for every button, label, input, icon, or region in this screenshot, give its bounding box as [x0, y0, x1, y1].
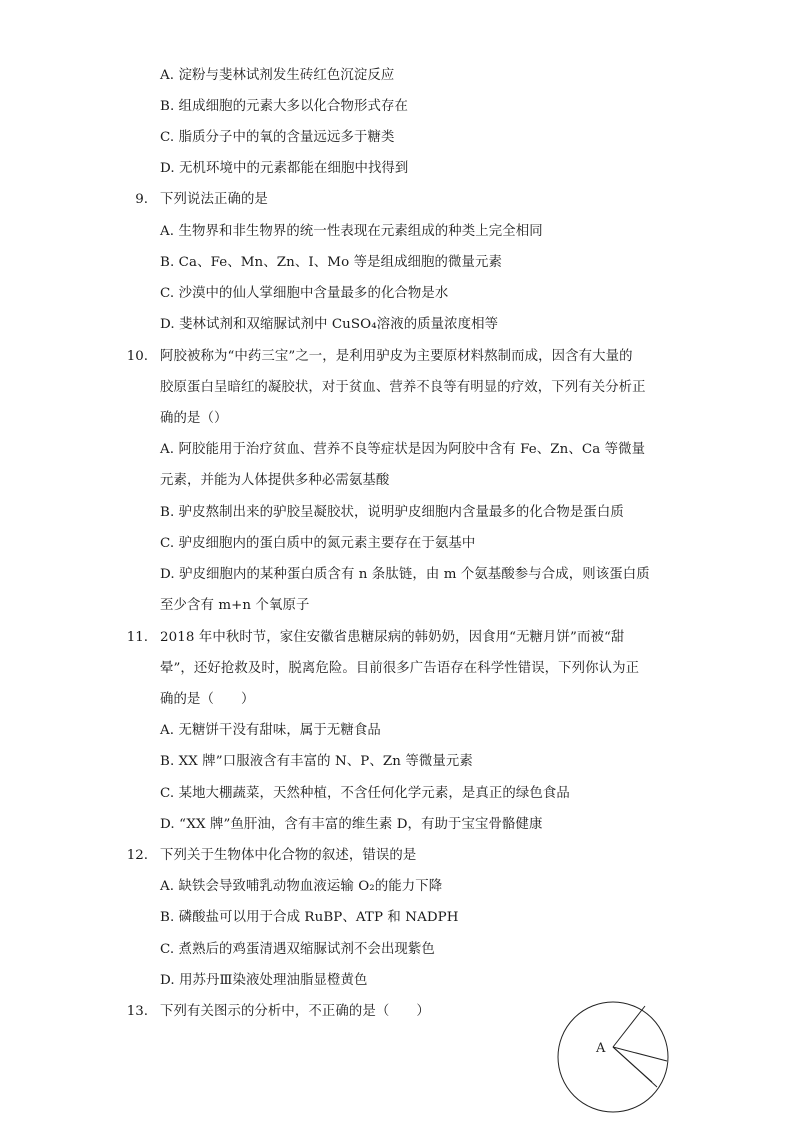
q10-option-b: B. 驴皮熬制出来的驴胶呈凝胶状，说明驴皮细胞内含量最多的化合物是蛋白质 [160, 505, 624, 520]
q8-option-c: C. 脂质分子中的氧的含量远远多于糖类 [160, 130, 395, 145]
q10-stem-line-3: 确的是（） [160, 411, 228, 426]
q13-circle-diagram [556, 1000, 670, 1114]
q9-stem: 下列说法正确的是 [160, 192, 268, 207]
q11-option-a: A. 无糖饼干没有甜味，属于无糖食品 [160, 723, 381, 738]
diagram-line-1 [613, 1006, 645, 1047]
q10-stem-line-2: 胶原蛋白呈暗红的凝胶状，对于贫血、营养不良等有明显的疗效，下列有关分析正 [160, 380, 646, 395]
q11-option-d: D. “XX 牌”鱼肝油，含有丰富的维生素 D，有助于宝宝骨骼健康 [160, 817, 543, 832]
q9-option-d: D. 斐林试剂和双缩脲试剂中 CuSO₄溶液的质量浓度相等 [160, 317, 499, 332]
diagram-label-a: A [596, 1041, 606, 1056]
q13-stem: 下列有关图示的分析中，不正确的是（ ） [160, 1004, 430, 1019]
q11-stem-line-2: 晕”，还好抢救及时，脱离危险。目前很多广告语存在科学性错误，下列你认为正 [160, 661, 640, 676]
q10-option-c: C. 驴皮细胞内的蛋白质中的氮元素主要存在于氨基中 [160, 536, 476, 551]
q9-number: 9. [135, 192, 148, 207]
q12-number: 12. [126, 848, 148, 863]
q9-option-a: A. 生物界和非生物界的统一性表现在元素组成的种类上完全相同 [160, 224, 543, 239]
q11-stem-line-3: 确的是（ ） [160, 692, 255, 707]
q12-stem: 下列关于生物体中化合物的叙述，错误的是 [160, 848, 417, 863]
q10-option-a-cont: 元素，并能为人体提供多种必需氨基酸 [160, 473, 390, 488]
q10-number: 10. [126, 349, 148, 364]
q12-option-b: B. 磷酸盐可以用于合成 RuBP、ATP 和 NADPH [160, 910, 459, 925]
q10-option-d-cont: 至少含有 m+n 个氧原子 [160, 598, 310, 613]
q11-stem-line-1: 2018 年中秋时节，家住安徽省患糖尿病的韩奶奶，因食用“无糖月饼”而被“甜 [160, 630, 625, 645]
q10-option-a: A. 阿胶能用于治疗贫血、营养不良等症状是因为阿胶中含有 Fe、Zn、Ca 等微量 [160, 442, 646, 457]
q12-option-c: C. 煮熟后的鸡蛋清遇双缩脲试剂不会出现紫色 [160, 942, 435, 957]
q9-option-b: B. Ca、Fe、Mn、Zn、I、Mo 等是组成细胞的微量元素 [160, 255, 502, 270]
q10-stem-line-1: 阿胶被称为“中药三宝”之一，是利用驴皮为主要原材料熬制而成，因含有大量的 [160, 349, 633, 364]
q11-option-c: C. 某地大棚蔬菜，天然种植，不含任何化学元素，是真正的绿色食品 [160, 786, 570, 801]
q12-option-d: D. 用苏丹Ⅲ染液处理油脂显橙黄色 [160, 973, 368, 988]
q12-option-a: A. 缺铁会导致哺乳动物血液运输 O₂的能力下降 [160, 879, 443, 894]
q8-option-a: A. 淀粉与斐林试剂发生砖红色沉淀反应 [160, 68, 395, 83]
q11-number: 11. [126, 630, 148, 645]
q8-option-b: B. 组成细胞的元素大多以化合物形式存在 [160, 99, 408, 114]
q8-option-d: D. 无机环境中的元素都能在细胞中找得到 [160, 161, 409, 176]
q11-option-b: B. XX 牌”口服液含有丰富的 N、P、Zn 等微量元素 [160, 754, 473, 769]
q13-number: 13. [126, 1004, 148, 1019]
q10-option-d: D. 驴皮细胞内的某种蛋白质含有 n 条肽链，由 m 个氨基酸参与合成，则该蛋白质 [160, 567, 650, 582]
q9-option-c: C. 沙漠中的仙人掌细胞中含量最多的化合物是水 [160, 286, 449, 301]
